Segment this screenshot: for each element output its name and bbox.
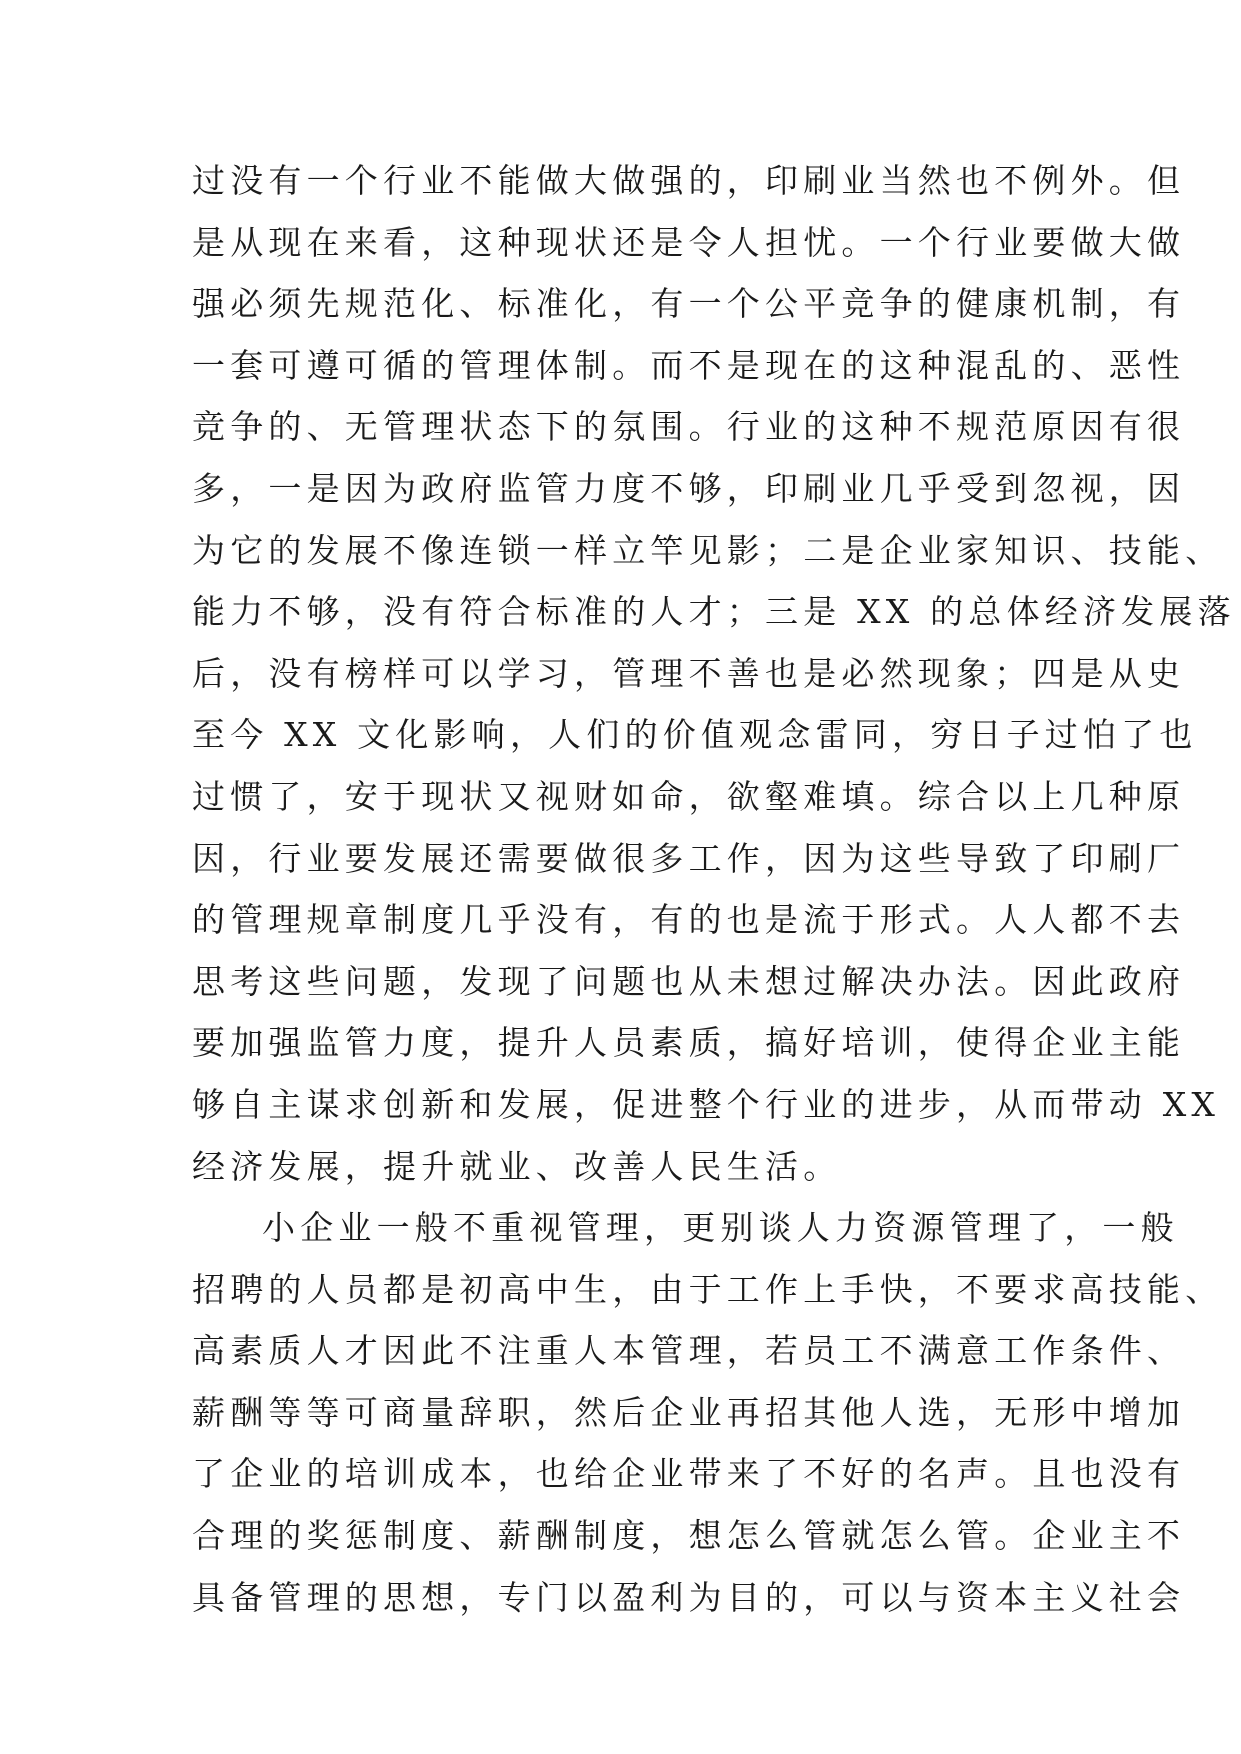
text-line: 是从现在来看，这种现状还是令人担忧。一个行业要做大做 [192, 222, 1186, 262]
text-line: 招聘的人员都是初高中生，由于工作上手快，不要求高技能、 [192, 1269, 1224, 1309]
text-line: 小企业一般不重视管理，更别谈人力资源管理了，一般 [262, 1208, 1179, 1248]
paragraph-1 [192, 150, 1236, 1197]
text-line: 后，没有榜样可以学习，管理不善也是必然现象；四是从史 [192, 653, 1186, 693]
text-line: 具备管理的思想，专门以盈利为目的，可以与资本主义社会 [192, 1577, 1186, 1617]
paragraph-2 [192, 1197, 1224, 1628]
text-line: 的管理规章制度几乎没有，有的也是流于形式。人人都不去 [192, 900, 1186, 940]
text-line: 过惯了，安于现状又视财如命，欲壑难填。综合以上几种原 [192, 776, 1186, 816]
text-line: 能力不够，没有符合标准的人才；三是 XX 的总体经济发展落 [192, 592, 1236, 632]
text-line: 合理的奖惩制度、薪酬制度，想怎么管就怎么管。企业主不 [192, 1516, 1186, 1556]
text-line: 思考这些问题，发现了问题也从未想过解决办法。因此政府 [192, 961, 1186, 1001]
text-line: 竞争的、无管理状态下的氛围。行业的这种不规范原因有很 [192, 407, 1186, 447]
text-line: 因，行业要发展还需要做很多工作，因为这些导致了印刷厂 [192, 838, 1186, 878]
text-line: 高素质人才因此不注重人本管理，若员工不满意工作条件、 [192, 1331, 1186, 1371]
text-line: 经济发展，提升就业、改善人民生活。 [192, 1146, 842, 1186]
text-line: 至今 XX 文化影响，人们的价值观念雷同，穷日子过怕了也 [192, 715, 1198, 755]
text-line: 多，一是因为政府监管力度不够，印刷业几乎受到忽视，因 [192, 468, 1186, 508]
text-line: 强必须先规范化、标准化，有一个公平竞争的健康机制，有 [192, 284, 1186, 324]
text-line: 薪酬等等可商量辞职，然后企业再招其他人选，无形中增加 [192, 1392, 1186, 1432]
text-line: 了企业的培训成本，也给企业带来了不好的名声。且也没有 [192, 1454, 1186, 1494]
text-line: 为它的发展不像连锁一样立竿见影；二是企业家知识、技能、 [192, 530, 1224, 570]
text-line: 要加强监管力度，提升人员素质，搞好培训，使得企业主能 [192, 1023, 1186, 1063]
text-line: 够自主谋求创新和发展，促进整个行业的进步，从而带动 XX [192, 1084, 1221, 1124]
body-text [192, 150, 1236, 1628]
text-line: 过没有一个行业不能做大做强的，印刷业当然也不例外。但 [192, 161, 1186, 200]
text-line: 一套可遵可循的管理体制。而不是现在的这种混乱的、恶性 [192, 345, 1186, 385]
